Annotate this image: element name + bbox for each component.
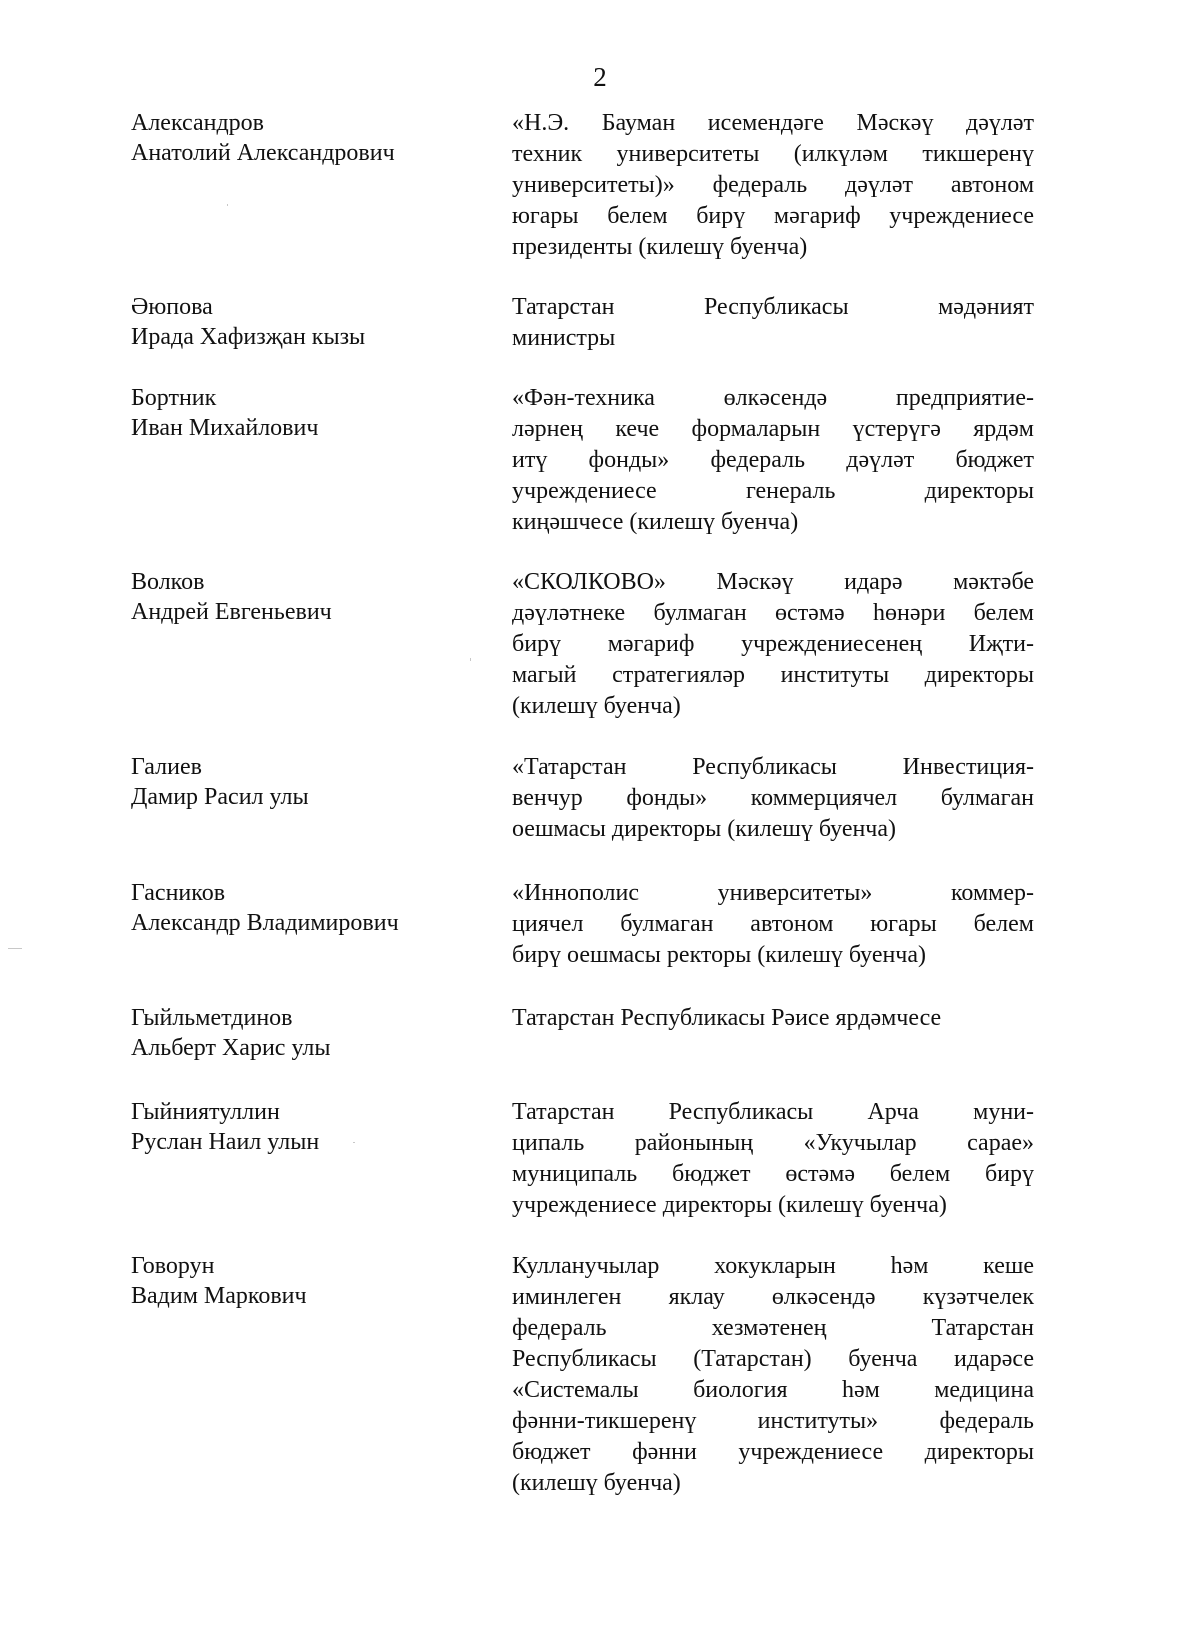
member-given-name: Андрей Евгеньевич xyxy=(131,599,332,625)
scan-speck xyxy=(227,204,228,206)
position-line: муниципаль бюджет өстәмә белем бирү xyxy=(512,1161,1034,1187)
position-line: «Иннополис университеты» коммер- xyxy=(512,880,1034,906)
position-line: учреждениесе генераль директоры xyxy=(512,478,1034,504)
member-position xyxy=(512,383,1034,538)
member-position xyxy=(512,567,1034,722)
member-surname: Галиев xyxy=(131,754,202,780)
member-name xyxy=(131,567,461,627)
member-name xyxy=(131,1003,461,1063)
position-line: фәнни-тикшеренү институты» федераль xyxy=(512,1408,1034,1434)
page-number: 2 xyxy=(593,62,607,92)
position-line: бирү мәгариф учреждениесенең Иҗти- xyxy=(512,631,1034,657)
member-position xyxy=(512,292,1034,354)
member-position xyxy=(512,1097,1034,1221)
position-line: венчур фонды» коммерциячел булмаган xyxy=(512,785,1034,811)
member-surname: Бортник xyxy=(131,385,217,411)
position-line: югары белем бирү мәгариф учреждениесе xyxy=(512,203,1034,229)
position-line: (килешү буенча) xyxy=(512,1470,681,1496)
position-line: магый стратегияләр институты директоры xyxy=(512,662,1034,688)
position-line: циячел булмаган автоном югары белем xyxy=(512,911,1034,937)
member-position xyxy=(512,1003,1034,1034)
position-line: учреждениесе директоры (килешү буенча) xyxy=(512,1192,947,1218)
position-line: университеты)» федераль дәүләт автоном xyxy=(512,172,1034,198)
position-line: дәүләтнеке булмаган өстәмә һөнәри белем xyxy=(512,600,1034,626)
member-name xyxy=(131,108,461,168)
position-line: бюджет фәнни учреждениесе директоры xyxy=(512,1439,1034,1465)
member-name xyxy=(131,1251,461,1311)
position-line: президенты (килешү буенча) xyxy=(512,234,808,260)
member-given-name: Вадим Маркович xyxy=(131,1283,307,1309)
position-line: техник университеты (илкүләм тикшеренү xyxy=(512,141,1034,167)
position-line: «СКОЛКОВО» Мәскәү идарә мәктәбе xyxy=(512,569,1034,595)
member-position xyxy=(512,108,1034,263)
position-line: Татарстан Республикасы мәдәният xyxy=(512,294,1034,320)
position-line: Республикасы (Татарстан) буенча идарәсе xyxy=(512,1346,1034,1372)
position-line: «Татарстан Республикасы Инвестиция- xyxy=(512,754,1034,780)
position-line: оешмасы директоры (килешү буенча) xyxy=(512,816,897,842)
position-line: киңәшчесе (килешү буенча) xyxy=(512,509,799,535)
member-given-name: Иван Михайлович xyxy=(131,415,319,441)
scan-speck xyxy=(8,948,22,949)
position-line: министры xyxy=(512,325,616,351)
position-line: Татарстан Республикасы Рәисе ярдәмчесе xyxy=(512,1005,942,1031)
member-given-name: Ирада Хафизҗан кызы xyxy=(131,324,366,350)
member-surname: Гыйльметдинов xyxy=(131,1005,293,1031)
member-surname: Александров xyxy=(131,110,265,136)
member-surname: Гасников xyxy=(131,880,226,906)
position-line: ләрнең кече формаларын үстерүгә ярдәм xyxy=(512,416,1034,442)
member-surname: Говорун xyxy=(131,1253,215,1279)
member-given-name: Анатолий Александрович xyxy=(131,140,395,166)
scan-speck xyxy=(353,1142,355,1143)
scan-speck xyxy=(470,658,471,661)
member-given-name: Руслан Наил улын xyxy=(131,1129,320,1155)
position-line: Кулланучылар хокукларын һәм кеше xyxy=(512,1253,1034,1279)
member-name xyxy=(131,752,461,812)
member-name xyxy=(131,878,461,938)
member-given-name: Альберт Харис улы xyxy=(131,1035,331,1061)
member-position xyxy=(512,752,1034,845)
member-surname: Әюпова xyxy=(131,294,213,320)
position-line: «Н.Э. Бауман исемендәге Мәскәү дәүләт xyxy=(512,110,1034,136)
member-surname: Волков xyxy=(131,569,205,595)
position-line: федераль хезмәтенең Татарстан xyxy=(512,1315,1034,1341)
member-position xyxy=(512,1251,1034,1499)
member-given-name: Дамир Расил улы xyxy=(131,784,309,810)
position-line: Татарстан Республикасы Арча муни- xyxy=(512,1099,1034,1125)
member-name xyxy=(131,1097,461,1157)
position-line: «Фән-техника өлкәсендә предприятие- xyxy=(512,385,1034,411)
position-line: (килешү буенча) xyxy=(512,693,681,719)
position-line: бирү оешмасы ректоры (килешү буенча) xyxy=(512,942,927,968)
member-given-name: Александр Владимирович xyxy=(131,910,399,936)
member-name xyxy=(131,292,461,352)
member-position xyxy=(512,878,1034,971)
member-name xyxy=(131,383,461,443)
position-line: ципаль районының «Укучылар сарае» xyxy=(512,1130,1034,1156)
member-surname: Гыйниятуллин xyxy=(131,1099,280,1125)
position-line: итү фонды» федераль дәүләт бюджет xyxy=(512,447,1034,473)
position-line: «Системалы биология һәм медицина xyxy=(512,1377,1034,1403)
position-line: иминлеген яклау өлкәсендә күзәтчелек xyxy=(512,1284,1034,1310)
